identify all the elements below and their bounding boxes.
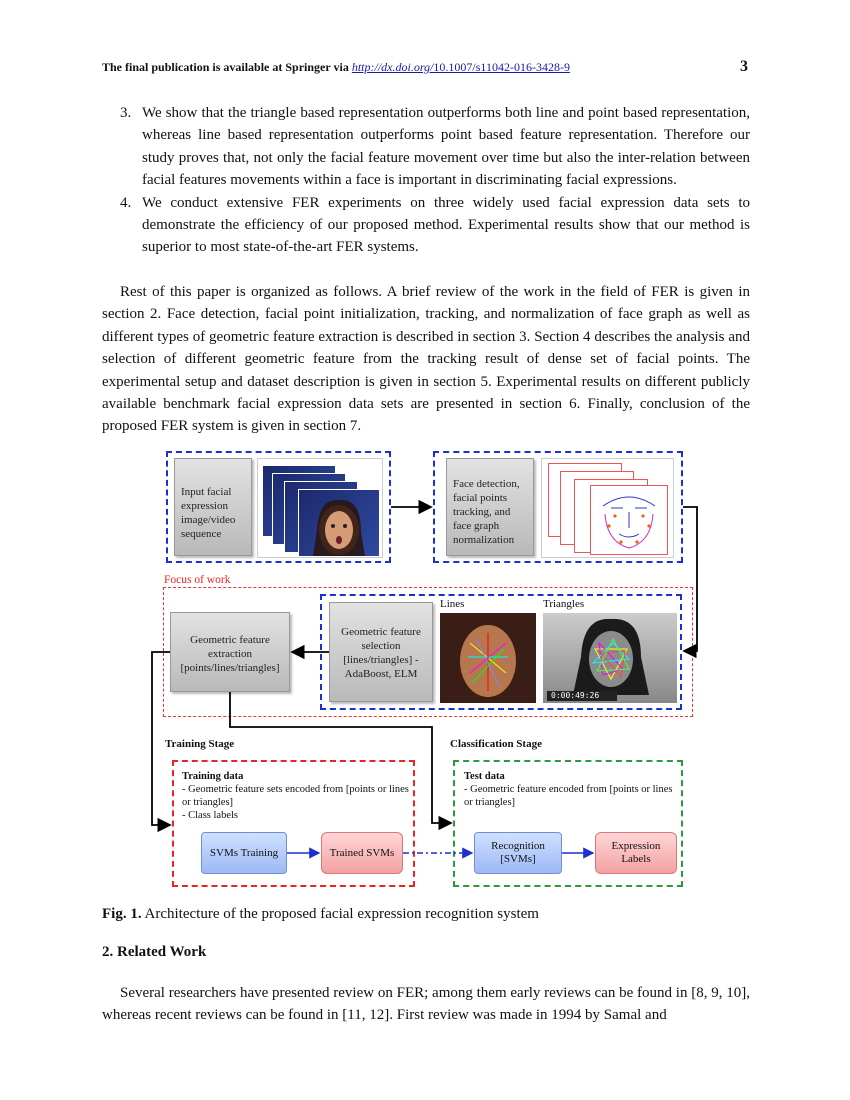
arrow-extraction-to-test [230,692,451,823]
page-number: 3 [740,58,748,75]
triangles-label: Triangles [543,598,585,610]
list-number: 4. [120,194,132,211]
svm-training-box: SVMs Training [201,832,287,874]
arrow-extraction-to-training [152,652,170,825]
test-data-line: - Geometric feature encoded from [points or lines or triangles] [464,784,673,808]
detection-box: Face detection, facial points tracking, and face graph normalization [446,458,534,556]
caption-label: Fig. 1. [102,906,142,922]
organization-paragraph: Rest of this paper is organized as follows. A brief review of the work in the field of FER is given in section 2. Face detection, facial point initialization, tracking, and normalization of face graph as well as different types of geometric feature extraction is described in section 3. Section 4 describes the analysis and selection of different geometric feature from the tracking result of dense set of facial points. The experimental setup and dataset description is given in section 5. Experimental results on different publicly available benchmark facial expression data sets are presented in section 6. Finally, conclusion of the proposed FER system is given in section 7. [102,284,750,435]
trained-svms-box: Trained SVMs [321,832,403,874]
arrow-detection-to-selection [683,507,697,651]
extraction-box: Geometric feature extraction [points/lines/triangles] [170,612,290,692]
doi-link[interactable]: http://dx.doi.org/ [351,60,434,74]
figure-caption [102,906,539,923]
expression-labels-box: Expression Labels [595,832,677,874]
training-stage-title: Training Stage [165,738,235,750]
caption-text: Architecture of the proposed facial expression recognition system [141,906,539,922]
test-data-title: Test data [464,771,505,782]
classification-stage-title: Classification Stage [450,738,542,750]
timestamp-overlay: 0:00:49:26 [551,691,600,700]
related-work-paragraph: Several researchers have presented review on FER; among them early reviews can be found in [8, 9, 10], whereas recent reviews can be found in [11, 12]. First review was made in 1994 by Samal and [102,985,750,1024]
section-heading: 2. Related Work [102,944,207,960]
training-data-title: Training data [182,771,244,782]
selection-box: Geometric feature selection [lines/triangles] - AdaBoost, ELM [329,602,433,702]
header-prefix: The final publication is available at Springer via [102,60,352,74]
recognition-box: Recognition [SVMs] [474,832,562,874]
training-data-line: - Geometric feature sets encoded from [points or lines or triangles] [182,784,409,808]
lines-label: Lines [440,598,465,610]
list-text: We conduct extensive FER experiments on three widely used facial expression data sets to demonstrate the efficiency of our proposed method. Experimental results show that our method is superior to most state-of-the-art FER systems. [142,194,750,256]
list-text: We show that the triangle based representation outperforms both line and point based representation, whereas line based representation outperforms point based feature representation. Therefore our study proves that, not only the facial feature movement over time but also the inter-relation between facial features movements within a face is important in discriminating facial expressions. [142,105,750,189]
focus-label: Focus of work [164,574,231,586]
training-data-line: - Class labels [182,810,238,821]
doi-link-rest[interactable]: 10.1007/s11042-016-3428-9 [433,60,570,74]
list-number: 3. [120,105,132,121]
input-box: Input facial expression image/video sequence [174,458,252,556]
